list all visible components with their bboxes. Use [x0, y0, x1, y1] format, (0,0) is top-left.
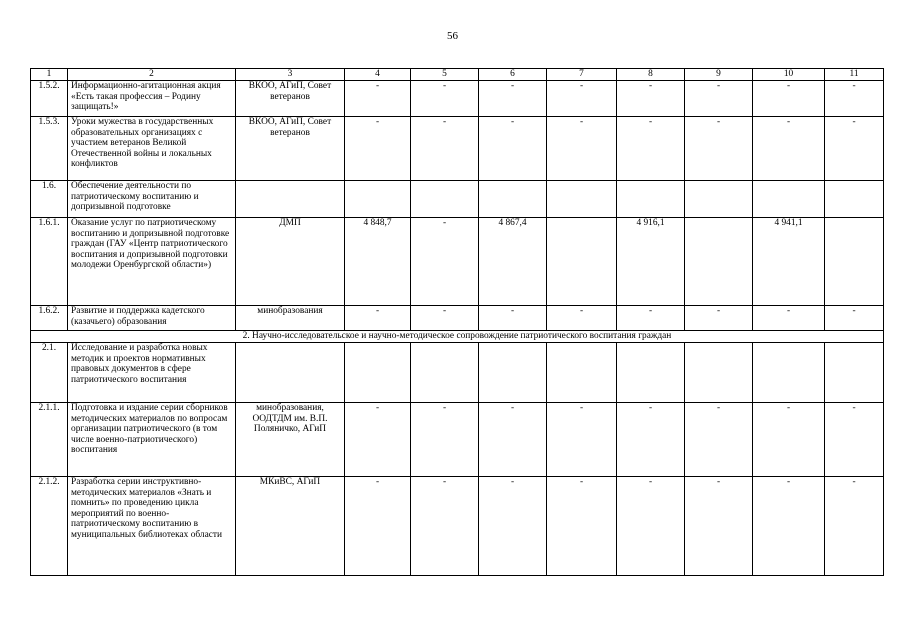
table-row: [31, 343, 884, 403]
value-cell: -: [685, 306, 753, 331]
header-cell: 10: [753, 69, 825, 81]
value-cell: -: [825, 117, 884, 181]
executor: ВКОО, АГиП, Совет ветеранов: [236, 81, 345, 117]
executor: ВКОО, АГиП, Совет ветеранов: [236, 117, 345, 181]
value-cell: -: [547, 117, 617, 181]
value-cell: -: [479, 306, 547, 331]
value-cell: -: [753, 306, 825, 331]
activity-name: Разработка серии инструктивно-методических материалов «Знать и помнить» по проведению цикла мероприятий по военно-патриотическому воспитанию в муниципальных библиотеках области: [68, 477, 236, 576]
value-cell: -: [411, 218, 479, 306]
executor: ДМП: [236, 218, 345, 306]
value-cell: -: [825, 306, 884, 331]
value-cell: [547, 343, 617, 403]
row-number: 1.6.: [31, 181, 68, 218]
row-number: 2.1.1.: [31, 403, 68, 477]
value-cell: -: [547, 403, 617, 477]
value-cell: -: [345, 477, 411, 576]
value-cell: -: [547, 477, 617, 576]
activity-name: Уроки мужества в государственных образовательных организациях с участием ветеранов Великой Отечественной войны и локальных конфликтов: [68, 117, 236, 181]
value-cell: [547, 218, 617, 306]
value-cell: [753, 343, 825, 403]
row-number: 1.6.1.: [31, 218, 68, 306]
value-cell: -: [685, 117, 753, 181]
table-row: [31, 306, 884, 331]
row-number: 1.6.2.: [31, 306, 68, 331]
value-cell: -: [617, 477, 685, 576]
value-cell: -: [825, 403, 884, 477]
program-table: [30, 68, 884, 576]
value-cell: [345, 343, 411, 403]
value-cell: 4 867,4: [479, 218, 547, 306]
header-cell: 11: [825, 69, 884, 81]
value-cell: [753, 181, 825, 218]
section-title: 2. Научно-исследовательское и научно-методическое сопровождение патриотического воспитания граждан: [31, 331, 884, 343]
executor: МКиВС, АГиП: [236, 477, 345, 576]
value-cell: -: [345, 403, 411, 477]
value-cell: -: [547, 81, 617, 117]
value-cell: [479, 181, 547, 218]
value-cell: 4 848,7: [345, 218, 411, 306]
activity-name: Развитие и поддержка кадетского (казачьего) образования: [68, 306, 236, 331]
value-cell: -: [345, 81, 411, 117]
header-cell: 6: [479, 69, 547, 81]
value-cell: -: [411, 117, 479, 181]
value-cell: [617, 343, 685, 403]
value-cell: [617, 181, 685, 218]
table-row: [31, 477, 884, 576]
header-cell: 9: [685, 69, 753, 81]
header-cell: 5: [411, 69, 479, 81]
value-cell: -: [753, 81, 825, 117]
value-cell: 4 941,1: [753, 218, 825, 306]
value-cell: -: [547, 306, 617, 331]
row-number: 2.1.: [31, 343, 68, 403]
value-cell: -: [345, 306, 411, 331]
value-cell: -: [411, 403, 479, 477]
value-cell: -: [479, 117, 547, 181]
header-cell: 7: [547, 69, 617, 81]
value-cell: -: [685, 81, 753, 117]
header-cell: 4: [345, 69, 411, 81]
header-cell: 3: [236, 69, 345, 81]
row-number: 2.1.2.: [31, 477, 68, 576]
value-cell: -: [753, 477, 825, 576]
table-row: [31, 81, 884, 117]
value-cell: [825, 181, 884, 218]
value-cell: [547, 181, 617, 218]
value-cell: [411, 181, 479, 218]
activity-name: Исследование и разработка новых методик и проектов нормативных правовых документов в сфере патриотического воспитания: [68, 343, 236, 403]
header-cell: 1: [31, 69, 68, 81]
value-cell: [685, 343, 753, 403]
row-number: 1.5.2.: [31, 81, 68, 117]
activity-name: Информационно-агитационная акция «Есть такая профессия – Родину защищать!»: [68, 81, 236, 117]
value-cell: -: [411, 477, 479, 576]
value-cell: -: [411, 81, 479, 117]
executor: минобразования, ООДТДМ им. В.П. Поляничко, АГиП: [236, 403, 345, 477]
value-cell: -: [825, 477, 884, 576]
value-cell: [685, 218, 753, 306]
value-cell: -: [617, 403, 685, 477]
value-cell: [411, 343, 479, 403]
executor: [236, 343, 345, 403]
value-cell: -: [411, 306, 479, 331]
value-cell: -: [617, 306, 685, 331]
value-cell: -: [617, 117, 685, 181]
table-row: [31, 117, 884, 181]
value-cell: [345, 181, 411, 218]
table-row: [31, 403, 884, 477]
header-cell: 8: [617, 69, 685, 81]
table-row: [31, 181, 884, 218]
value-cell: -: [753, 403, 825, 477]
value-cell: -: [479, 403, 547, 477]
value-cell: -: [617, 81, 685, 117]
value-cell: -: [825, 81, 884, 117]
header-row: [31, 69, 884, 81]
value-cell: [825, 218, 884, 306]
activity-name: Обеспечение деятельности по патриотическому воспитанию и допризывной подготовке: [68, 181, 236, 218]
value-cell: [479, 343, 547, 403]
value-cell: 4 916,1: [617, 218, 685, 306]
activity-name: Оказание услуг по патриотическому воспитанию и допризывной подготовке граждан (ГАУ «Центр патриотического воспитания и допризывной подготовки молодежи Оренбургской области»): [68, 218, 236, 306]
executor: минобразования: [236, 306, 345, 331]
value-cell: -: [685, 403, 753, 477]
activity-name: Подготовка и издание серии сборников методических материалов по вопросам организации патриотического (в том числе военно-патриотического) воспитания: [68, 403, 236, 477]
page-number: 56: [447, 30, 458, 42]
header-cell: 2: [68, 69, 236, 81]
value-cell: -: [685, 477, 753, 576]
value-cell: -: [479, 81, 547, 117]
table-row: [31, 218, 884, 306]
value-cell: -: [753, 117, 825, 181]
row-number: 1.5.3.: [31, 117, 68, 181]
executor: [236, 181, 345, 218]
value-cell: -: [345, 117, 411, 181]
value-cell: [825, 343, 884, 403]
value-cell: -: [479, 477, 547, 576]
section-row: [31, 331, 884, 343]
value-cell: [685, 181, 753, 218]
